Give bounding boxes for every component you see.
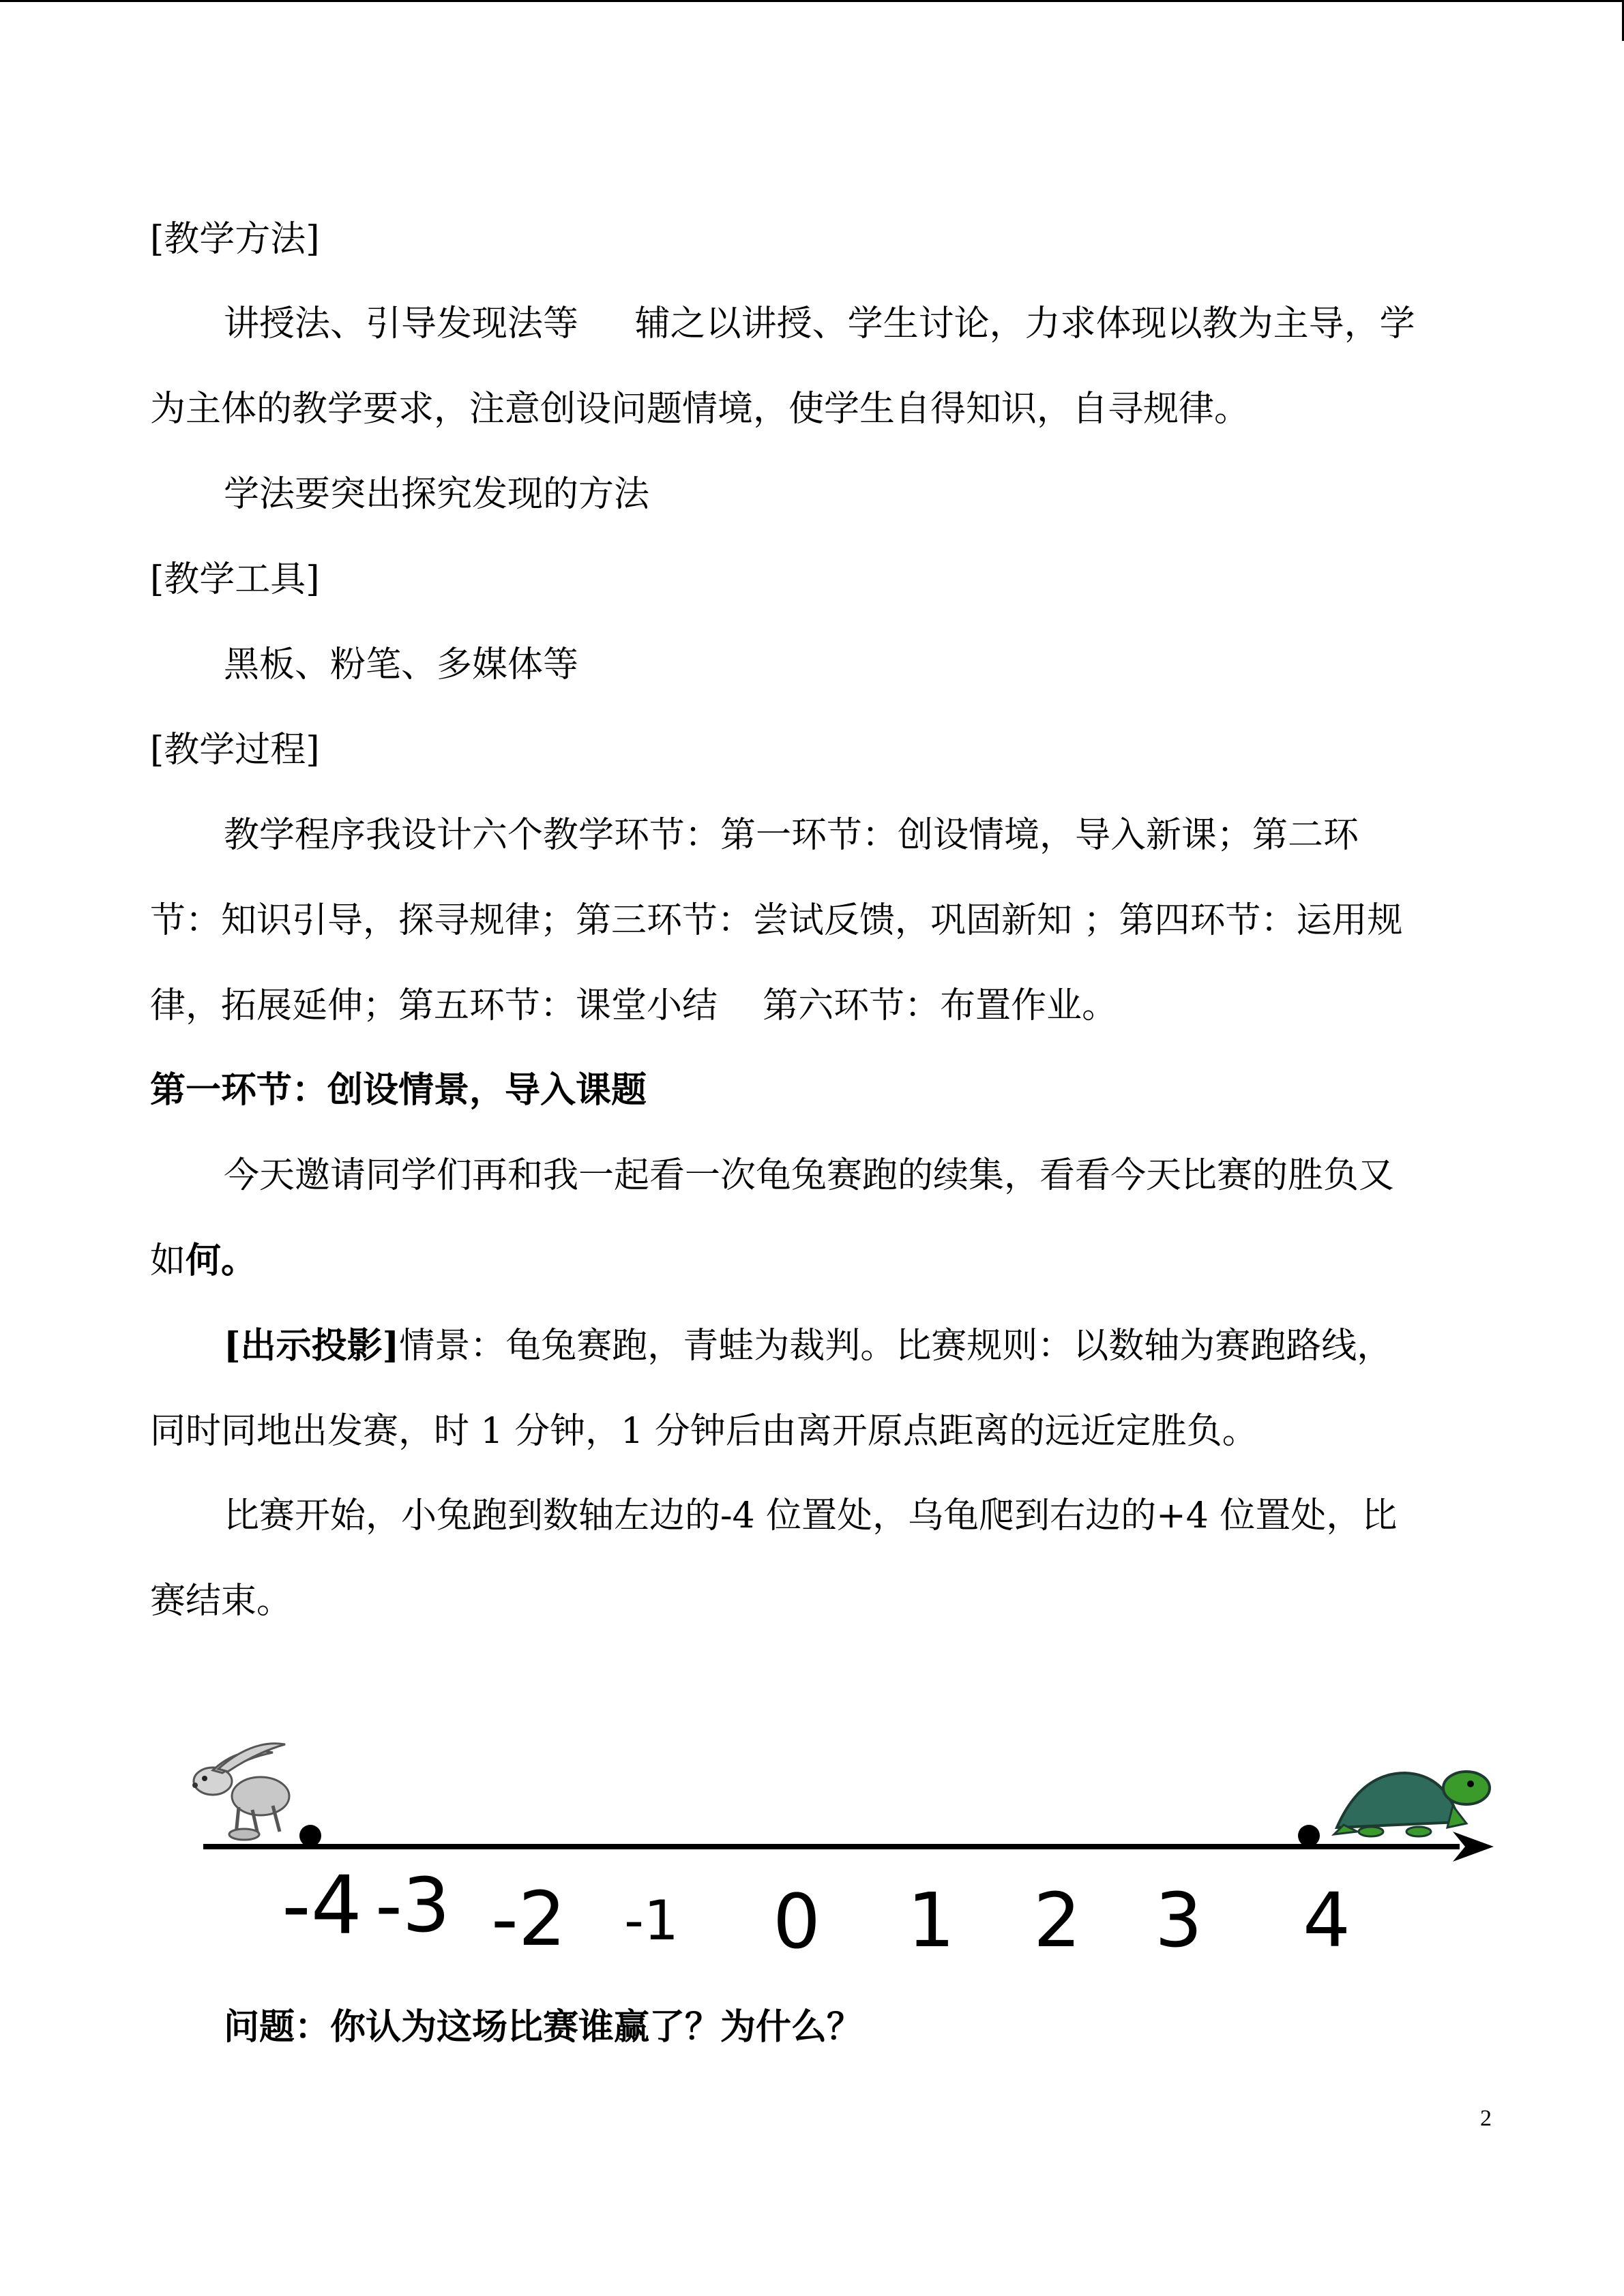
tick-label: 3	[1155, 1877, 1202, 1964]
tick-label: -2	[491, 1875, 566, 1963]
turtle-icon	[1334, 1772, 1490, 1836]
stage1-heading: 第一环节：创设情景，导入课题	[150, 1069, 647, 1111]
projection-line-1	[224, 1324, 1392, 1369]
tools-heading: [教学工具]	[150, 559, 320, 600]
process-heading: [教学过程]	[150, 730, 320, 771]
projection-text: 情景：龟兔赛跑，青蛙为裁判。比赛规则：以数轴为赛跑路线，	[399, 1326, 1393, 1367]
number-line-figure	[171, 1732, 1507, 1991]
process-paragraph-line-3: 律，拓展延伸；第五环节：课堂小结 第六环节：布置作业。	[150, 985, 1118, 1026]
tick-label: 1	[907, 1877, 955, 1964]
projection-line-2: 同时同地出发赛，时 1 分钟，1 分钟后由离开原点距离的远近定胜负。	[150, 1411, 1258, 1452]
stage1-text-he: 何。	[186, 1240, 257, 1281]
stage1-paragraph-line-2	[150, 1238, 256, 1283]
tick-label: 0	[773, 1878, 821, 1965]
tick-label: -3	[375, 1862, 450, 1949]
rabbit-icon	[192, 1744, 289, 1840]
method-heading: [教学方法]	[150, 219, 320, 260]
page-top-border	[0, 0, 1624, 2]
rabbit-position-dot	[299, 1825, 321, 1847]
tick-label: -4	[282, 1858, 362, 1952]
tick-label: 2	[1033, 1877, 1081, 1964]
tick-label: -1	[624, 1889, 679, 1952]
race-paragraph-line-2: 赛结束。	[150, 1581, 293, 1622]
process-paragraph-line-2: 节：知识引导，探寻规律；第三环节：尝试反馈，巩固新知 ；第四环节：运用规	[150, 900, 1403, 941]
projection-tag: [出示投影]	[224, 1325, 400, 1367]
turtle-position-dot	[1298, 1825, 1320, 1847]
question-text: 问题：你认为这场比赛谁赢了？为什么？	[224, 2006, 863, 2048]
stage1-text-ru: 如	[150, 1240, 186, 1281]
page-number: 2	[1480, 2106, 1492, 2131]
process-paragraph-line-1: 教学程序我设计六个教学环节：第一环节：创设情境，导入新课；第二环	[224, 815, 1359, 856]
number-line-labels	[282, 1858, 1350, 1965]
race-paragraph-line-1: 比赛开始，小兔跑到数轴左边的-4 位置处，乌龟爬到右边的+4 位置处，比	[224, 1495, 1398, 1536]
method-paragraph-line-2: 为主体的教学要求，注意创设问题情境，使学生自得知识，自寻规律。	[150, 389, 1250, 430]
method-paragraph-2: 学法要突出探究发现的方法	[224, 474, 650, 515]
tick-label: 4	[1303, 1877, 1350, 1964]
tools-paragraph: 黑板、粉笔、多媒体等	[224, 644, 579, 685]
method-paragraph-line-1: 讲授法、引导发现法等 辅之以讲授、学生讨论，力求体现以教为主导，学	[224, 303, 1415, 344]
stage1-paragraph-line-1: 今天邀请同学们再和我一起看一次龟兔赛跑的续集，看看今天比赛的胜负又	[224, 1155, 1395, 1196]
